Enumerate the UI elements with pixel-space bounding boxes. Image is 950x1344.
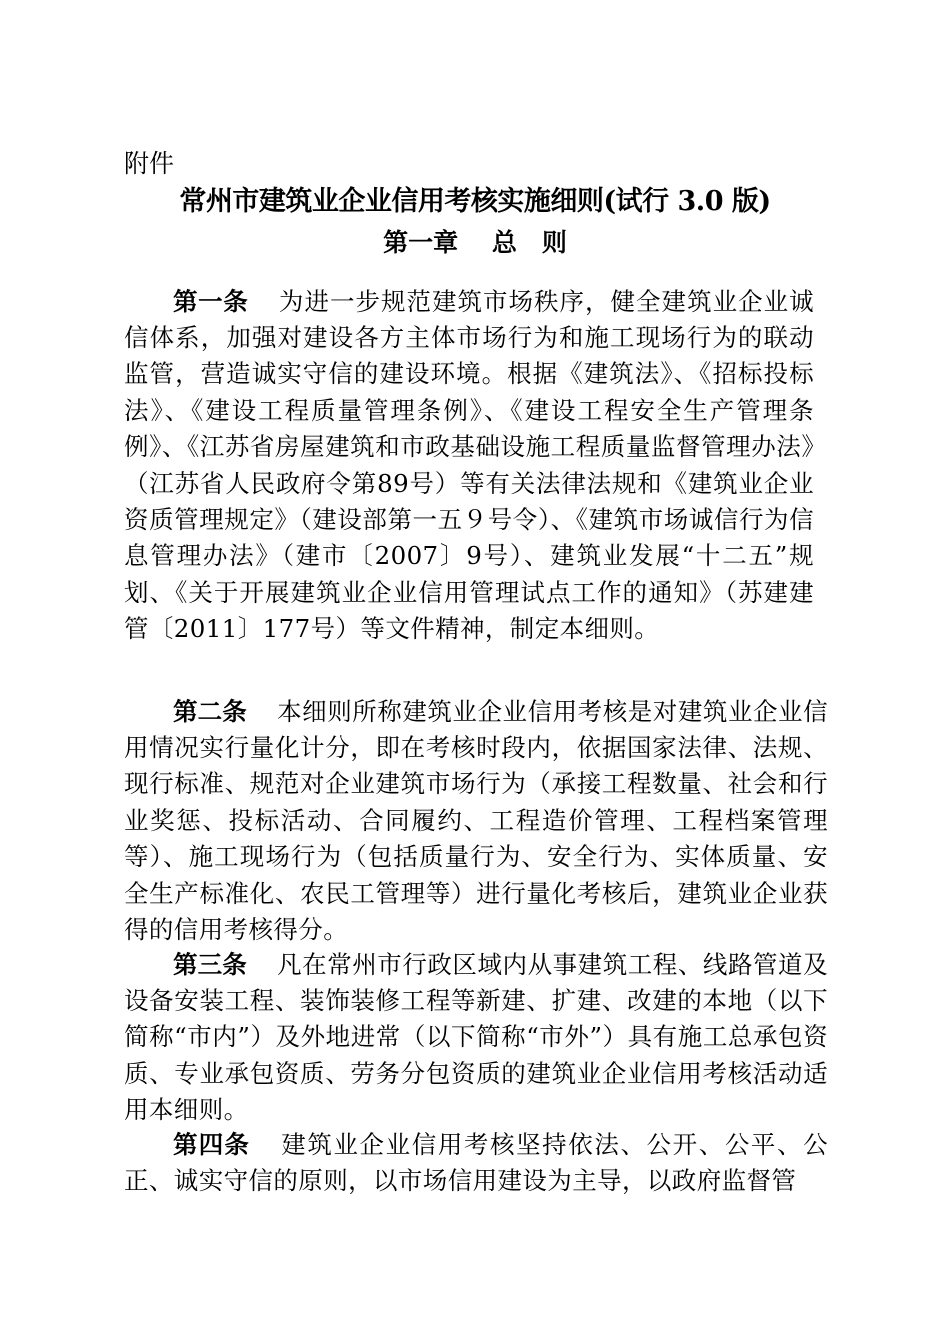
article-4-text: 建筑业企业信用考核坚持依法、公开、公平、公正、诚实守信的原则，以市场信用建设为主导，以政府监督管 xyxy=(124,1129,828,1195)
attachment-label: 附件 xyxy=(124,149,175,178)
article-2-label: 第二条 xyxy=(173,696,247,726)
article-4 xyxy=(124,1127,828,1200)
article-2-text: 本细则所称建筑业企业信用考核是对建筑业企业信用情况实行量化计分，即在考核时段内，依据国家法律、法规、现行标准、规范对企业建筑市场行为（承接工程数量、社会和行业奖惩、投标活动、合同履约、工程造价管理、工程档案管理等）、施工现场行为（包括质量行为、安全行为、实体质量、安全生产标准化、农民工管理等）进行量化考核后，建筑业企业获得的信用考核得分。 xyxy=(124,696,828,944)
article-1 xyxy=(124,284,814,648)
article-1-text: 为进一步规范建筑市场秩序，健全建筑业企业诚信体系，加强对建设各方主体市场行为和施工现场行为的联动监管，营造诚实守信的建设环境。根据《建筑法》、《招标投标法》、《建设工程质量管理条例》、《建设工程安全生产管理条例》、《江苏省房屋建筑和市政基础设施工程质量监督管理办法》（江苏省人民政府令第89号）等有关法律法规和《建筑业企业资质管理规定》（建设部第一五９号令）、《建筑市场诚信行为信息管理办法》（建市〔2007〕9号）、建筑业发展“十二五”规划、《关于开展建筑业企业信用管理试点工作的通知》（苏建建管〔2011〕177号）等文件精神，制定本细则。 xyxy=(124,286,814,644)
article-2 xyxy=(124,694,828,949)
document-title: 常州市建筑业企业信用考核实施细则(试行 3.0 版) xyxy=(179,186,771,217)
article-4-label: 第四条 xyxy=(173,1129,251,1159)
article-1-label: 第一条 xyxy=(173,286,249,316)
chapter-heading: 第一章 总 则 xyxy=(383,228,567,257)
article-3-text: 凡在常州市行政区域内从事建筑工程、线路管道及设备安装工程、装饰装修工程等新建、扩建、改建的本地（以下简称“市内”）及外地进常（以下简称“市外”）具有施工总承包资质、专业承包资质、劳务分包资质的建筑业企业信用考核活动适用本细则。 xyxy=(124,949,828,1125)
article-3 xyxy=(124,947,828,1129)
article-3-label: 第三条 xyxy=(173,949,247,979)
